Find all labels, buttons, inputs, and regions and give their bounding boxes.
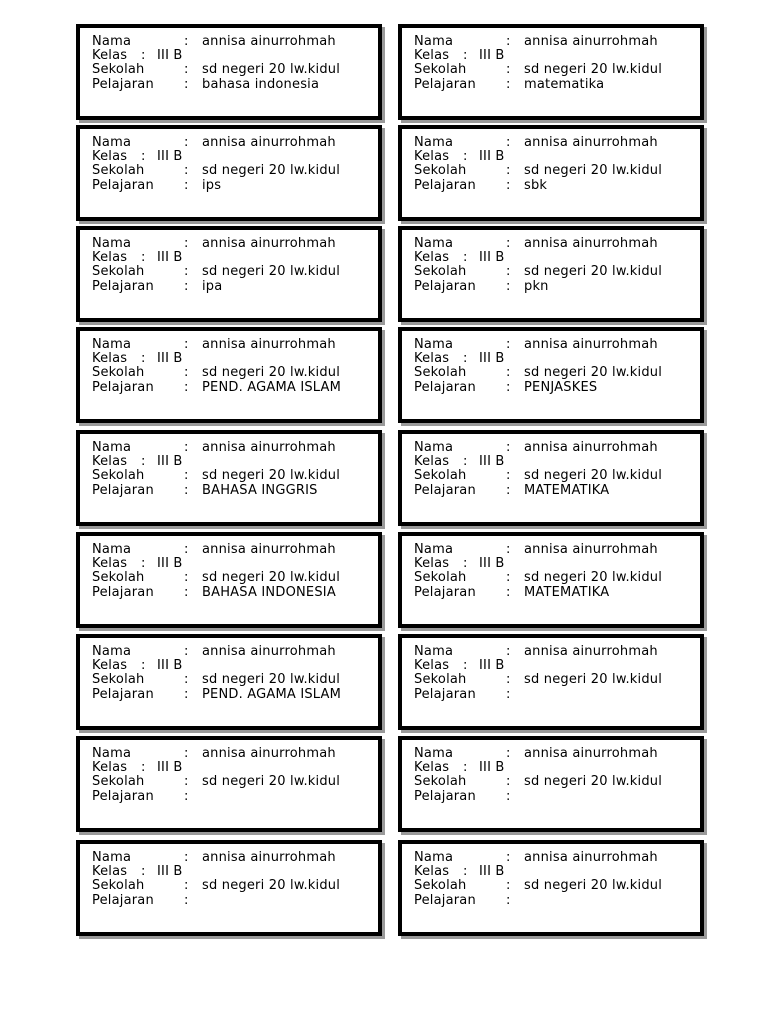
nama-label: Nama bbox=[92, 337, 132, 352]
colon: : bbox=[506, 380, 511, 395]
sekolah-label: Sekolah bbox=[414, 264, 467, 279]
pelajaran-label: Pelajaran bbox=[92, 585, 154, 600]
name-label-card bbox=[398, 736, 704, 832]
sekolah-label: Sekolah bbox=[92, 570, 145, 585]
nama-value: annisa ainurrohmah bbox=[202, 542, 336, 557]
pelajaran-value: BAHASA INDONESIA bbox=[202, 585, 336, 600]
colon: : bbox=[506, 585, 511, 600]
colon: : bbox=[506, 236, 511, 251]
pelajaran-value: PEND. AGAMA ISLAM bbox=[202, 380, 342, 395]
pelajaran-label: Pelajaran bbox=[92, 687, 154, 702]
nama-value: annisa ainurrohmah bbox=[524, 337, 658, 352]
pelajaran-label: Pelajaran bbox=[414, 178, 476, 193]
kelas-label: Kelas bbox=[92, 351, 128, 366]
nama-value: annisa ainurrohmah bbox=[202, 34, 336, 49]
sekolah-label: Sekolah bbox=[414, 365, 467, 380]
colon: : bbox=[141, 556, 146, 571]
kelas-value: III B bbox=[157, 760, 183, 775]
sekolah-value: sd negeri 20 lw.kidul bbox=[202, 163, 341, 178]
colon: : bbox=[184, 34, 189, 49]
sekolah-value: sd negeri 20 lw.kidul bbox=[524, 774, 663, 789]
colon: : bbox=[184, 236, 189, 251]
colon: : bbox=[506, 687, 511, 702]
kelas-label: Kelas bbox=[414, 149, 450, 164]
name-label-card bbox=[76, 634, 382, 730]
colon: : bbox=[184, 468, 189, 483]
colon: : bbox=[184, 570, 189, 585]
colon: : bbox=[506, 672, 511, 687]
sekolah-label: Sekolah bbox=[92, 468, 145, 483]
sekolah-label: Sekolah bbox=[414, 62, 467, 77]
colon: : bbox=[141, 351, 146, 366]
kelas-label: Kelas bbox=[92, 149, 128, 164]
pelajaran-label: Pelajaran bbox=[414, 380, 476, 395]
nama-value: annisa ainurrohmah bbox=[202, 644, 336, 659]
colon: : bbox=[506, 365, 511, 380]
colon: : bbox=[141, 658, 146, 673]
colon: : bbox=[184, 135, 189, 150]
kelas-value: III B bbox=[157, 658, 183, 673]
nama-label: Nama bbox=[92, 746, 132, 761]
kelas-label: Kelas bbox=[92, 864, 128, 879]
pelajaran-label: Pelajaran bbox=[92, 178, 154, 193]
colon: : bbox=[184, 672, 189, 687]
sekolah-value: sd negeri 20 lw.kidul bbox=[202, 365, 341, 380]
colon: : bbox=[184, 644, 189, 659]
kelas-label: Kelas bbox=[414, 48, 450, 63]
pelajaran-value: matematika bbox=[524, 77, 605, 92]
nama-value: annisa ainurrohmah bbox=[524, 850, 658, 865]
colon: : bbox=[506, 337, 511, 352]
pelajaran-label: Pelajaran bbox=[92, 893, 154, 908]
nama-label: Nama bbox=[414, 542, 454, 557]
colon: : bbox=[506, 483, 511, 498]
sekolah-label: Sekolah bbox=[414, 163, 467, 178]
nama-value: annisa ainurrohmah bbox=[524, 440, 658, 455]
pelajaran-label: Pelajaran bbox=[92, 77, 154, 92]
name-label-card bbox=[76, 226, 382, 322]
kelas-value: III B bbox=[479, 760, 505, 775]
colon: : bbox=[506, 178, 511, 193]
name-label-card bbox=[398, 226, 704, 322]
colon: : bbox=[463, 658, 468, 673]
nama-label: Nama bbox=[92, 135, 132, 150]
colon: : bbox=[184, 878, 189, 893]
nama-value: annisa ainurrohmah bbox=[202, 337, 336, 352]
colon: : bbox=[184, 483, 189, 498]
colon: : bbox=[184, 62, 189, 77]
pelajaran-value: BAHASA INGGRIS bbox=[202, 483, 318, 498]
kelas-value: III B bbox=[479, 48, 505, 63]
pelajaran-value: bahasa indonesia bbox=[202, 77, 320, 92]
nama-value: annisa ainurrohmah bbox=[202, 440, 336, 455]
sekolah-value: sd negeri 20 lw.kidul bbox=[202, 878, 341, 893]
colon: : bbox=[184, 365, 189, 380]
colon: : bbox=[141, 760, 146, 775]
colon: : bbox=[184, 789, 189, 804]
kelas-label: Kelas bbox=[92, 760, 128, 775]
colon: : bbox=[506, 746, 511, 761]
pelajaran-value: pkn bbox=[524, 279, 549, 294]
sekolah-value: sd negeri 20 lw.kidul bbox=[202, 62, 341, 77]
kelas-value: III B bbox=[157, 864, 183, 879]
kelas-label: Kelas bbox=[92, 48, 128, 63]
sekolah-label: Sekolah bbox=[92, 264, 145, 279]
name-label-card bbox=[76, 532, 382, 628]
name-label-card bbox=[76, 327, 382, 423]
colon: : bbox=[463, 48, 468, 63]
nama-label: Nama bbox=[92, 34, 132, 49]
kelas-label: Kelas bbox=[414, 250, 450, 265]
pelajaran-label: Pelajaran bbox=[414, 585, 476, 600]
nama-value: annisa ainurrohmah bbox=[202, 850, 336, 865]
kelas-value: III B bbox=[157, 351, 183, 366]
pelajaran-label: Pelajaran bbox=[414, 483, 476, 498]
nama-value: annisa ainurrohmah bbox=[524, 34, 658, 49]
colon: : bbox=[184, 178, 189, 193]
kelas-label: Kelas bbox=[414, 556, 450, 571]
colon: : bbox=[141, 149, 146, 164]
kelas-label: Kelas bbox=[92, 250, 128, 265]
pelajaran-label: Pelajaran bbox=[92, 483, 154, 498]
colon: : bbox=[463, 864, 468, 879]
colon: : bbox=[184, 893, 189, 908]
sekolah-label: Sekolah bbox=[92, 365, 145, 380]
nama-value: annisa ainurrohmah bbox=[524, 236, 658, 251]
nama-label: Nama bbox=[414, 135, 454, 150]
name-label-card bbox=[76, 430, 382, 526]
nama-value: annisa ainurrohmah bbox=[524, 644, 658, 659]
nama-label: Nama bbox=[414, 34, 454, 49]
pelajaran-value: PENJASKES bbox=[524, 380, 598, 395]
colon: : bbox=[184, 163, 189, 178]
kelas-value: III B bbox=[479, 149, 505, 164]
nama-value: annisa ainurrohmah bbox=[524, 746, 658, 761]
colon: : bbox=[184, 380, 189, 395]
sekolah-value: sd negeri 20 lw.kidul bbox=[524, 878, 663, 893]
nama-value: annisa ainurrohmah bbox=[524, 135, 658, 150]
colon: : bbox=[184, 687, 189, 702]
nama-label: Nama bbox=[92, 440, 132, 455]
colon: : bbox=[506, 570, 511, 585]
colon: : bbox=[463, 149, 468, 164]
sekolah-value: sd negeri 20 lw.kidul bbox=[524, 62, 663, 77]
kelas-label: Kelas bbox=[92, 454, 128, 469]
name-label-card bbox=[76, 24, 382, 120]
nama-label: Nama bbox=[414, 440, 454, 455]
pelajaran-label: Pelajaran bbox=[414, 279, 476, 294]
kelas-label: Kelas bbox=[414, 760, 450, 775]
kelas-label: Kelas bbox=[414, 454, 450, 469]
sekolah-label: Sekolah bbox=[414, 878, 467, 893]
name-label-card bbox=[398, 840, 704, 936]
sekolah-label: Sekolah bbox=[92, 774, 145, 789]
pelajaran-label: Pelajaran bbox=[414, 687, 476, 702]
colon: : bbox=[506, 850, 511, 865]
colon: : bbox=[506, 62, 511, 77]
nama-value: annisa ainurrohmah bbox=[524, 542, 658, 557]
nama-value: annisa ainurrohmah bbox=[202, 236, 336, 251]
pelajaran-value: MATEMATIKA bbox=[524, 483, 610, 498]
colon: : bbox=[506, 542, 511, 557]
sekolah-value: sd negeri 20 lw.kidul bbox=[202, 774, 341, 789]
nama-value: annisa ainurrohmah bbox=[202, 746, 336, 761]
sekolah-label: Sekolah bbox=[414, 774, 467, 789]
colon: : bbox=[184, 850, 189, 865]
colon: : bbox=[463, 760, 468, 775]
sekolah-value: sd negeri 20 lw.kidul bbox=[524, 672, 663, 687]
colon: : bbox=[463, 454, 468, 469]
colon: : bbox=[184, 746, 189, 761]
nama-label: Nama bbox=[92, 236, 132, 251]
colon: : bbox=[506, 34, 511, 49]
kelas-value: III B bbox=[157, 48, 183, 63]
colon: : bbox=[463, 250, 468, 265]
colon: : bbox=[184, 542, 189, 557]
name-label-card bbox=[76, 125, 382, 221]
colon: : bbox=[184, 440, 189, 455]
sekolah-label: Sekolah bbox=[92, 672, 145, 687]
sekolah-label: Sekolah bbox=[92, 163, 145, 178]
kelas-value: III B bbox=[157, 250, 183, 265]
sekolah-label: Sekolah bbox=[414, 672, 467, 687]
nama-label: Nama bbox=[414, 644, 454, 659]
pelajaran-label: Pelajaran bbox=[414, 789, 476, 804]
name-label-card bbox=[398, 24, 704, 120]
pelajaran-value: sbk bbox=[524, 178, 548, 193]
sekolah-label: Sekolah bbox=[414, 468, 467, 483]
name-label-card bbox=[398, 430, 704, 526]
sekolah-value: sd negeri 20 lw.kidul bbox=[202, 570, 341, 585]
kelas-label: Kelas bbox=[92, 556, 128, 571]
name-label-card bbox=[398, 125, 704, 221]
colon: : bbox=[506, 468, 511, 483]
sekolah-value: sd negeri 20 lw.kidul bbox=[202, 672, 341, 687]
sekolah-label: Sekolah bbox=[92, 62, 145, 77]
kelas-value: III B bbox=[479, 658, 505, 673]
nama-label: Nama bbox=[92, 644, 132, 659]
colon: : bbox=[184, 279, 189, 294]
sekolah-value: sd negeri 20 lw.kidul bbox=[524, 468, 663, 483]
colon: : bbox=[506, 774, 511, 789]
pelajaran-value: PEND. AGAMA ISLAM bbox=[202, 687, 342, 702]
kelas-label: Kelas bbox=[414, 658, 450, 673]
colon: : bbox=[141, 48, 146, 63]
colon: : bbox=[506, 878, 511, 893]
kelas-value: III B bbox=[157, 149, 183, 164]
pelajaran-value: ipa bbox=[202, 279, 223, 294]
name-label-card bbox=[76, 736, 382, 832]
sekolah-value: sd negeri 20 lw.kidul bbox=[202, 264, 341, 279]
sekolah-value: sd negeri 20 lw.kidul bbox=[524, 264, 663, 279]
sekolah-value: sd negeri 20 lw.kidul bbox=[524, 570, 663, 585]
colon: : bbox=[506, 135, 511, 150]
colon: : bbox=[463, 556, 468, 571]
colon: : bbox=[184, 77, 189, 92]
name-label-card bbox=[76, 840, 382, 936]
nama-label: Nama bbox=[92, 542, 132, 557]
pelajaran-value: ips bbox=[202, 178, 222, 193]
colon: : bbox=[506, 264, 511, 279]
kelas-value: III B bbox=[157, 556, 183, 571]
name-label-card bbox=[398, 532, 704, 628]
colon: : bbox=[463, 351, 468, 366]
colon: : bbox=[506, 440, 511, 455]
colon: : bbox=[506, 893, 511, 908]
kelas-label: Kelas bbox=[92, 658, 128, 673]
kelas-value: III B bbox=[157, 454, 183, 469]
kelas-label: Kelas bbox=[414, 864, 450, 879]
sekolah-label: Sekolah bbox=[92, 878, 145, 893]
colon: : bbox=[506, 279, 511, 294]
colon: : bbox=[506, 163, 511, 178]
colon: : bbox=[141, 250, 146, 265]
kelas-value: III B bbox=[479, 556, 505, 571]
colon: : bbox=[141, 454, 146, 469]
colon: : bbox=[184, 774, 189, 789]
nama-value: annisa ainurrohmah bbox=[202, 135, 336, 150]
pelajaran-label: Pelajaran bbox=[92, 279, 154, 294]
sekolah-label: Sekolah bbox=[414, 570, 467, 585]
name-label-card bbox=[398, 327, 704, 423]
colon: : bbox=[506, 77, 511, 92]
nama-label: Nama bbox=[414, 236, 454, 251]
pelajaran-value: MATEMATIKA bbox=[524, 585, 610, 600]
name-label-card bbox=[398, 634, 704, 730]
sekolah-value: sd negeri 20 lw.kidul bbox=[524, 365, 663, 380]
kelas-label: Kelas bbox=[414, 351, 450, 366]
pelajaran-label: Pelajaran bbox=[414, 893, 476, 908]
kelas-value: III B bbox=[479, 250, 505, 265]
colon: : bbox=[184, 337, 189, 352]
pelajaran-label: Pelajaran bbox=[414, 77, 476, 92]
sekolah-value: sd negeri 20 lw.kidul bbox=[202, 468, 341, 483]
kelas-value: III B bbox=[479, 351, 505, 366]
colon: : bbox=[506, 644, 511, 659]
colon: : bbox=[184, 264, 189, 279]
kelas-value: III B bbox=[479, 454, 505, 469]
colon: : bbox=[506, 789, 511, 804]
nama-label: Nama bbox=[414, 850, 454, 865]
kelas-value: III B bbox=[479, 864, 505, 879]
nama-label: Nama bbox=[92, 850, 132, 865]
pelajaran-label: Pelajaran bbox=[92, 789, 154, 804]
colon: : bbox=[141, 864, 146, 879]
nama-label: Nama bbox=[414, 337, 454, 352]
colon: : bbox=[184, 585, 189, 600]
nama-label: Nama bbox=[414, 746, 454, 761]
sekolah-value: sd negeri 20 lw.kidul bbox=[524, 163, 663, 178]
pelajaran-label: Pelajaran bbox=[92, 380, 154, 395]
